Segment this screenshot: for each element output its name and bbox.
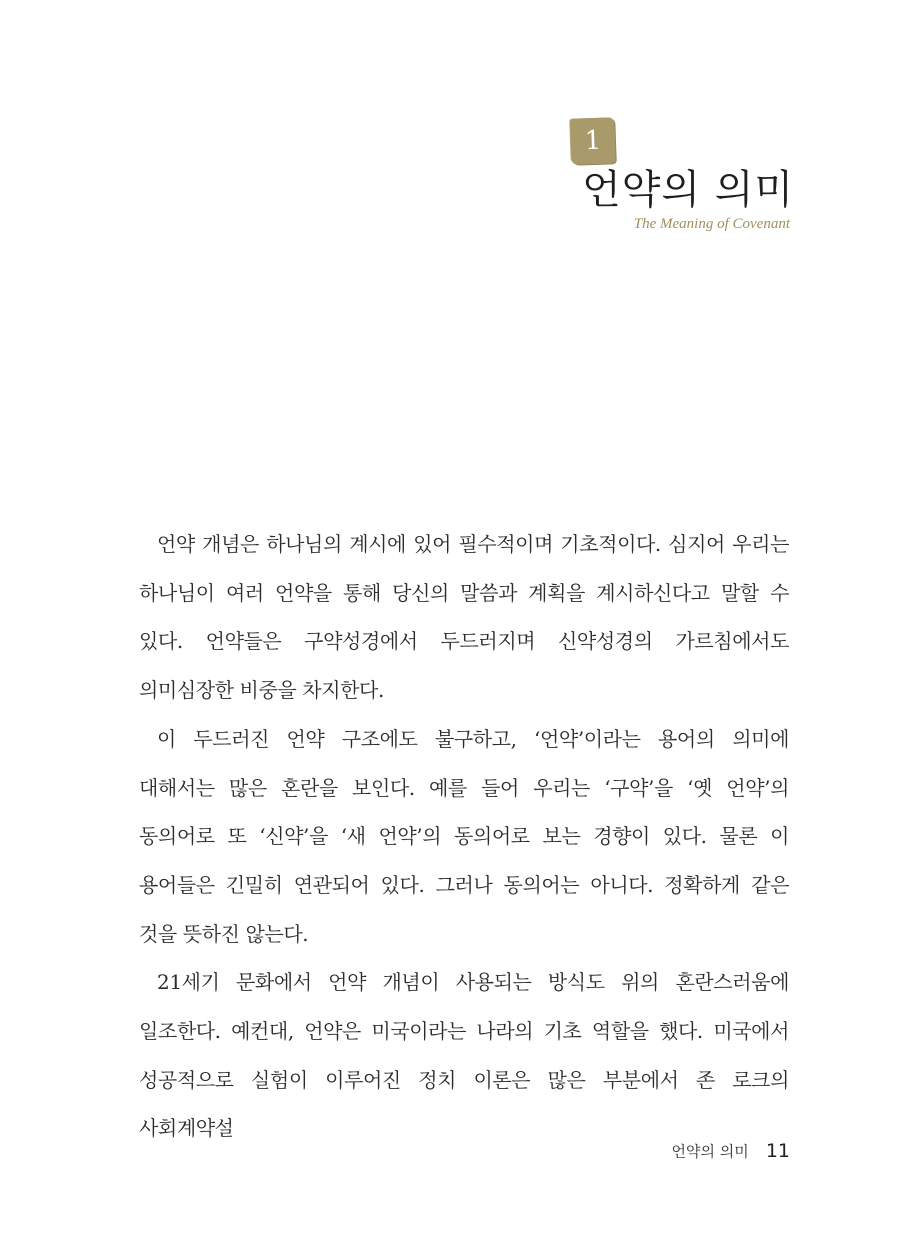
chapter-number: 1 — [584, 125, 602, 157]
running-head: 언약의 의미 — [671, 1142, 749, 1161]
paragraph: 언약 개념은 하나님의 계시에 있어 필수적이며 기초적이다. 심지어 우리는 하나님이 여러 언약을 통해 당신의 말씀과 계획을 계시하신다고 말할 수 있다. 언약들은 구약성경에서 두드러지며 신약성경의 가르침에서도 의미심장한 비중을 차지한다. — [139, 532, 789, 703]
chapter-title: 언약의 의미 — [582, 167, 794, 213]
chapter-subtitle: The Meaning of Covenant — [633, 216, 790, 232]
body-text — [139, 520, 789, 1153]
paragraph: 이 두드러진 언약 구조에도 불구하고, ‘언약’이라는 용어의 의미에 대해서는 많은 혼란을 보인다. 예를 들어 우리는 ‘구약’을 ‘옛 언약’의 동의어로 또 ‘신약’을 ‘새 언약’의 동의어로 보는 경향이 있다. 물론 이 용어들은 긴밀히 연관되어 있다. 그러나 동의어는 아니다. 정확하게 같은 것을 뜻하진 않는다. — [139, 726, 789, 946]
page-footer — [672, 1140, 791, 1162]
page-number: 11 — [765, 1140, 790, 1162]
paragraph: 21세기 문화에서 언약 개념이 사용되는 방식도 위의 혼란스러움에 일조한다. 예컨대, 언약은 미국이라는 나라의 기초 역할을 했다. 미국에서 성공적으로 실험이 이루어진 정치 이론은 많은 부분에서 존 로크의 사회계약설 — [139, 970, 789, 1141]
